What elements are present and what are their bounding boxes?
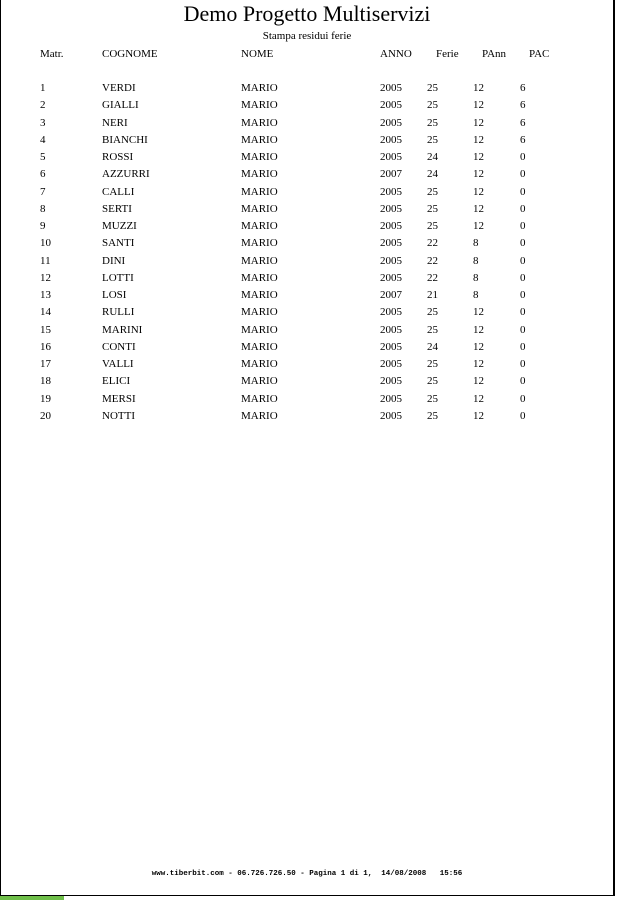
cell-nome: MARIO (241, 202, 278, 215)
cell-anno: 2005 (380, 306, 402, 319)
cell-nome: MARIO (241, 375, 278, 388)
cell-matr: 2 (40, 99, 46, 112)
table-row (1, 80, 613, 96)
cell-matr: 9 (40, 220, 46, 232)
cell-ferie: 25 (427, 375, 438, 388)
cell-pac: 6 (520, 133, 526, 146)
cell-ferie: 22 (427, 254, 438, 267)
cell-anno: 2005 (380, 220, 402, 232)
cell-nome: MARIO (241, 271, 278, 284)
cell-anno: 2005 (380, 151, 402, 163)
cell-pac: 6 (520, 116, 526, 129)
cell-ferie: 22 (427, 271, 438, 284)
column-header-nome: NOME (241, 48, 274, 60)
cell-ferie: 22 (427, 237, 438, 250)
cell-nome: MARIO (241, 392, 278, 405)
cell-nome: MARIO (241, 220, 278, 232)
cell-pac: 0 (520, 237, 526, 250)
cell-pann: 8 (473, 254, 479, 267)
cell-nome: MARIO (241, 358, 278, 370)
cell-cognome: NERI (102, 116, 128, 129)
cell-cognome: SANTI (102, 237, 135, 250)
table-row (1, 287, 613, 303)
report-title: Demo Progetto Multiservizi (183, 1, 431, 26)
cell-nome: MARIO (241, 82, 278, 94)
cell-ferie: 25 (427, 358, 438, 370)
cell-pac: 6 (520, 82, 526, 94)
cell-cognome: ELICI (102, 375, 131, 388)
cell-anno: 2005 (380, 340, 402, 353)
cell-cognome: BIANCHI (102, 133, 148, 146)
cell-pac: 0 (520, 220, 526, 232)
column-header-pann: PAnn (482, 48, 507, 60)
cell-cognome: SERTI (102, 202, 132, 215)
cell-anno: 2007 (380, 168, 402, 181)
cell-matr: 5 (40, 151, 46, 163)
cell-pac: 0 (520, 289, 526, 301)
cell-matr: 3 (40, 116, 46, 129)
cell-matr: 14 (40, 306, 51, 319)
table-row (1, 322, 613, 338)
cell-pac: 0 (520, 254, 526, 267)
cell-pann: 12 (473, 306, 484, 319)
cell-pann: 12 (473, 151, 484, 163)
cell-ferie: 25 (427, 202, 438, 215)
cell-ferie: 25 (427, 323, 438, 336)
column-header-pac: PAC (529, 48, 550, 60)
cell-anno: 2005 (380, 409, 402, 422)
cell-matr: 4 (40, 133, 46, 146)
cell-cognome: MERSI (102, 392, 136, 405)
cell-pac: 0 (520, 375, 526, 388)
cell-nome: MARIO (241, 289, 278, 301)
cell-ferie: 21 (427, 289, 438, 301)
cell-nome: MARIO (241, 323, 278, 336)
page-footer: www.tiberbit.com - 06.726.726.50 - Pagina 1 di 1, 14/08/2008 15:56 (151, 870, 463, 878)
cell-nome: MARIO (241, 116, 278, 129)
cell-cognome: LOTTI (102, 271, 134, 284)
cell-ferie: 25 (427, 116, 438, 129)
table-row (1, 149, 613, 165)
cell-pann: 12 (473, 82, 484, 94)
cell-pac: 0 (520, 340, 526, 353)
table-row (1, 218, 613, 234)
cell-cognome: DINI (102, 254, 126, 267)
cell-ferie: 25 (427, 306, 438, 319)
cell-pann: 8 (473, 237, 479, 250)
cell-ferie: 25 (427, 392, 438, 405)
cell-cognome: ROSSI (102, 151, 134, 163)
cell-pann: 8 (473, 271, 479, 284)
cell-pann: 12 (473, 409, 484, 422)
cell-anno: 2005 (380, 323, 402, 336)
cell-anno: 2005 (380, 133, 402, 146)
table-row (1, 235, 613, 251)
cell-pac: 0 (520, 151, 526, 163)
cell-anno: 2005 (380, 271, 402, 284)
table-row (1, 270, 613, 286)
sheet-tab-indicator (0, 896, 64, 900)
cell-matr: 17 (40, 358, 51, 370)
cell-cognome: VERDI (102, 82, 136, 94)
cell-cognome: VALLI (102, 358, 134, 370)
table-row (1, 115, 613, 131)
cell-anno: 2005 (380, 116, 402, 129)
cell-pann: 12 (473, 340, 484, 353)
cell-matr: 13 (40, 289, 51, 301)
cell-anno: 2005 (380, 237, 402, 250)
cell-matr: 7 (40, 185, 46, 198)
cell-nome: MARIO (241, 185, 278, 198)
cell-cognome: CALLI (102, 185, 135, 198)
cell-pac: 0 (520, 323, 526, 336)
table-row (1, 253, 613, 269)
cell-matr: 6 (40, 168, 46, 181)
cell-pann: 12 (473, 392, 484, 405)
cell-matr: 20 (40, 409, 51, 422)
cell-pac: 0 (520, 271, 526, 284)
table-row (1, 373, 613, 389)
cell-matr: 16 (40, 340, 51, 353)
cell-pac: 0 (520, 185, 526, 198)
table-row (1, 408, 613, 424)
cell-ferie: 24 (427, 340, 438, 353)
cell-matr: 19 (40, 392, 51, 405)
cell-nome: MARIO (241, 409, 278, 422)
cell-pann: 12 (473, 220, 484, 232)
cell-nome: MARIO (241, 254, 278, 267)
table-row (1, 184, 613, 200)
cell-cognome: CONTI (102, 340, 136, 353)
report-subtitle: Stampa residui ferie (262, 30, 352, 42)
cell-matr: 10 (40, 237, 51, 250)
cell-pann: 12 (473, 375, 484, 388)
cell-ferie: 25 (427, 133, 438, 146)
cell-nome: MARIO (241, 99, 278, 112)
cell-cognome: MARINI (102, 323, 143, 336)
cell-nome: MARIO (241, 168, 278, 181)
table-row (1, 304, 613, 320)
cell-nome: MARIO (241, 306, 278, 319)
column-header-ferie: Ferie (436, 48, 459, 60)
table-row (1, 201, 613, 217)
cell-pann: 12 (473, 358, 484, 370)
cell-pac: 0 (520, 306, 526, 319)
cell-cognome: RULLI (102, 306, 135, 319)
table-row (1, 132, 613, 148)
cell-pann: 12 (473, 133, 484, 146)
cell-pann: 12 (473, 168, 484, 181)
table-row (1, 166, 613, 182)
cell-anno: 2005 (380, 202, 402, 215)
table-row (1, 391, 613, 407)
cell-anno: 2005 (380, 82, 402, 94)
cell-pann: 8 (473, 289, 479, 301)
cell-ferie: 24 (427, 168, 438, 181)
cell-nome: MARIO (241, 133, 278, 146)
cell-anno: 2005 (380, 358, 402, 370)
table-row (1, 339, 613, 355)
cell-matr: 15 (40, 323, 51, 336)
cell-nome: MARIO (241, 151, 278, 163)
cell-pac: 0 (520, 168, 526, 181)
cell-anno: 2005 (380, 99, 402, 112)
cell-anno: 2005 (380, 185, 402, 198)
table-row (1, 356, 613, 372)
cell-anno: 2005 (380, 392, 402, 405)
cell-ferie: 25 (427, 409, 438, 422)
cell-anno: 2005 (380, 375, 402, 388)
cell-anno: 2007 (380, 289, 402, 301)
cell-pac: 0 (520, 202, 526, 215)
cell-matr: 11 (40, 254, 51, 267)
cell-pann: 12 (473, 202, 484, 215)
cell-matr: 1 (40, 82, 46, 94)
cell-ferie: 24 (427, 151, 438, 163)
cell-ferie: 25 (427, 99, 438, 112)
cell-nome: MARIO (241, 340, 278, 353)
cell-matr: 12 (40, 271, 51, 284)
cell-cognome: GIALLI (102, 99, 139, 112)
cell-pann: 12 (473, 323, 484, 336)
cell-pann: 12 (473, 185, 484, 198)
column-header-matr: Matr. (40, 48, 64, 60)
cell-cognome: MUZZI (102, 220, 137, 232)
cell-pac: 0 (520, 392, 526, 405)
cell-pac: 0 (520, 358, 526, 370)
cell-ferie: 25 (427, 82, 438, 94)
cell-matr: 8 (40, 202, 46, 215)
cell-cognome: LOSI (102, 289, 127, 301)
cell-pann: 12 (473, 99, 484, 112)
cell-pann: 12 (473, 116, 484, 129)
column-header-anno: ANNO (380, 48, 412, 60)
column-header-cognome: COGNOME (102, 48, 158, 60)
table-row (1, 97, 613, 113)
cell-nome: MARIO (241, 237, 278, 250)
cell-ferie: 25 (427, 220, 438, 232)
cell-ferie: 25 (427, 185, 438, 198)
cell-pac: 0 (520, 409, 526, 422)
cell-matr: 18 (40, 375, 51, 388)
cell-cognome: NOTTI (102, 409, 135, 422)
cell-pac: 6 (520, 99, 526, 112)
table-header (1, 46, 613, 62)
cell-cognome: AZZURRI (102, 168, 150, 181)
cell-anno: 2005 (380, 254, 402, 267)
